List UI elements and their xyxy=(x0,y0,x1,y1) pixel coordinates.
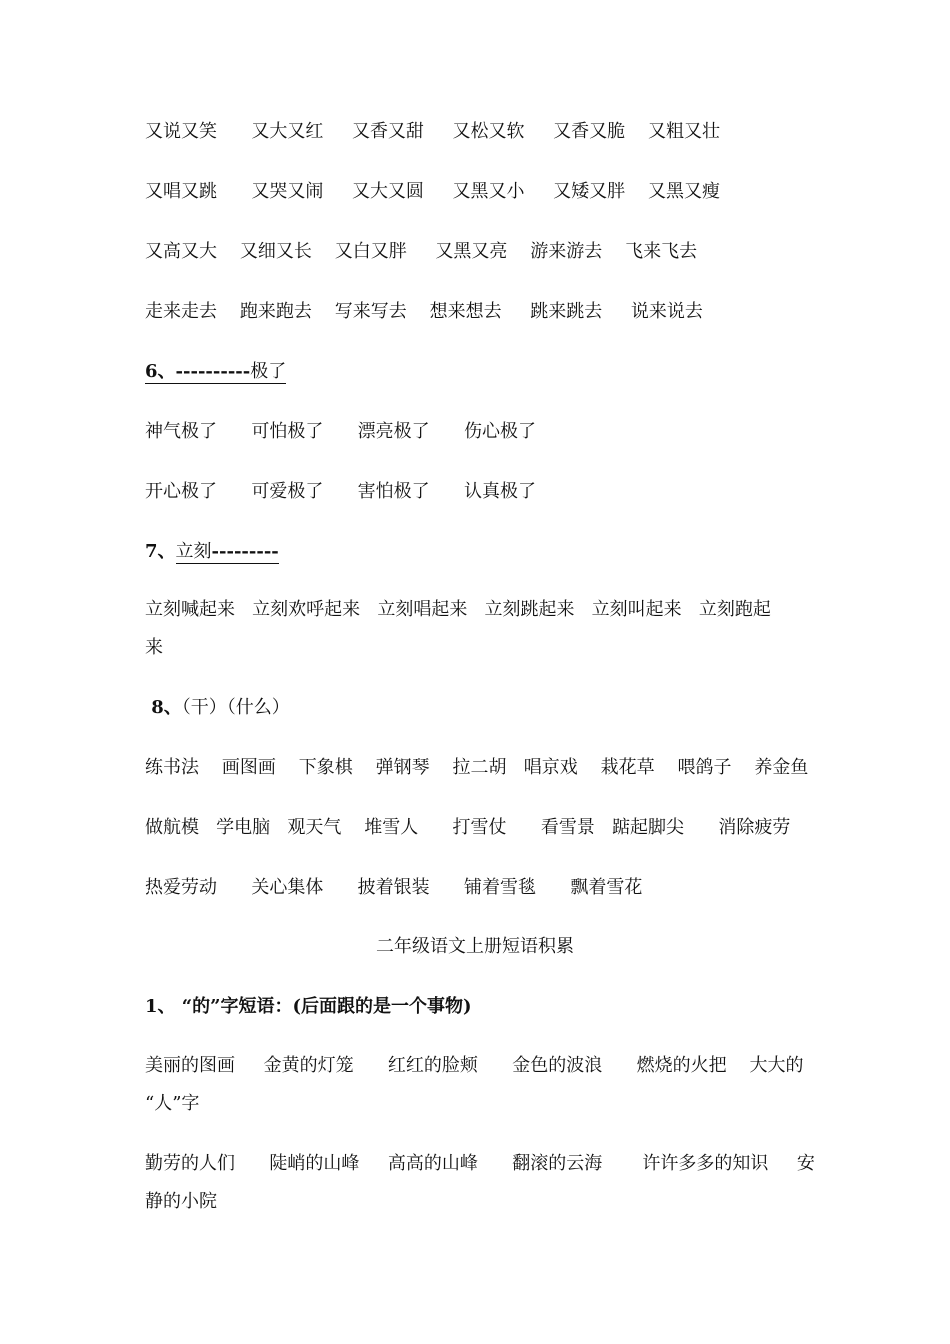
phrase-row: 练书法 画图画 下象棋 弹钢琴 拉二胡 唱京戏 栽花草 喂鸽子 养金鱼 xyxy=(145,757,809,778)
phrase-row-continued: “人”字 xyxy=(145,1093,200,1114)
section-text: 立刻 xyxy=(175,541,212,562)
phrase-row: 热爱劳动 关心集体 披着银装 铺着雪毯 飘着雪花 xyxy=(145,877,643,898)
phrase-row: 又高又大 又细又长 又白又胖 又黑又亮 游来游去 飞来飞去 xyxy=(145,241,698,262)
phrase-row: 又说又笑 又大又红 又香又甜 又松又软 又香又脆 又粗又壮 xyxy=(145,121,721,142)
section-number: 7、 xyxy=(145,541,176,562)
section-text: （干）（什么） xyxy=(181,697,290,718)
phrase-row: 神气极了 可怕极了 漂亮极了 伤心极了 xyxy=(145,421,536,442)
phrase-row: 走来走去 跑来跑去 写来写去 想来想去 跳来跳去 说来说去 xyxy=(145,301,703,322)
section-heading-8 xyxy=(145,696,290,720)
phrase-row: 开心极了 可爱极了 害怕极了 认真极了 xyxy=(145,481,536,502)
section-heading-1 xyxy=(145,995,472,1019)
section-number: 1、 xyxy=(145,996,176,1017)
section-dashes: --------- xyxy=(211,541,279,562)
phrase-row: 立刻喊起来 立刻欢呼起来 立刻唱起来 立刻跳起来 立刻叫起来 立刻跑起 xyxy=(145,599,771,620)
page-title: 二年级语文上册短语积累 xyxy=(376,936,574,957)
section-number: 6、 xyxy=(145,361,176,382)
section-number: 8、 xyxy=(145,697,182,718)
phrase-row: 做航模 学电脑 观天气 堆雪人 打雪仗 看雪景 踮起脚尖 消除疲劳 xyxy=(145,817,791,838)
phrase-row: 勤劳的人们 陡峭的山峰 高高的山峰 翻滚的云海 许许多多的知识 安 xyxy=(145,1153,815,1174)
phrase-row-continued: 来 xyxy=(145,637,163,658)
phrase-row: 又唱又跳 又哭又闹 又大又圆 又黑又小 又矮又胖 又黑又瘦 xyxy=(145,181,721,202)
section-heading-6 xyxy=(145,360,286,384)
phrase-row-continued: 静的小院 xyxy=(145,1191,217,1212)
section-text: 极了 xyxy=(250,361,287,382)
section-dashes: ---------- xyxy=(175,361,251,382)
section-heading-7 xyxy=(145,540,279,564)
phrase-row: 美丽的图画 金黄的灯笼 红红的脸颊 金色的波浪 燃烧的火把 大大的 xyxy=(145,1055,804,1076)
section-text: “的”字短语：(后面跟的是一个事物) xyxy=(175,996,472,1017)
